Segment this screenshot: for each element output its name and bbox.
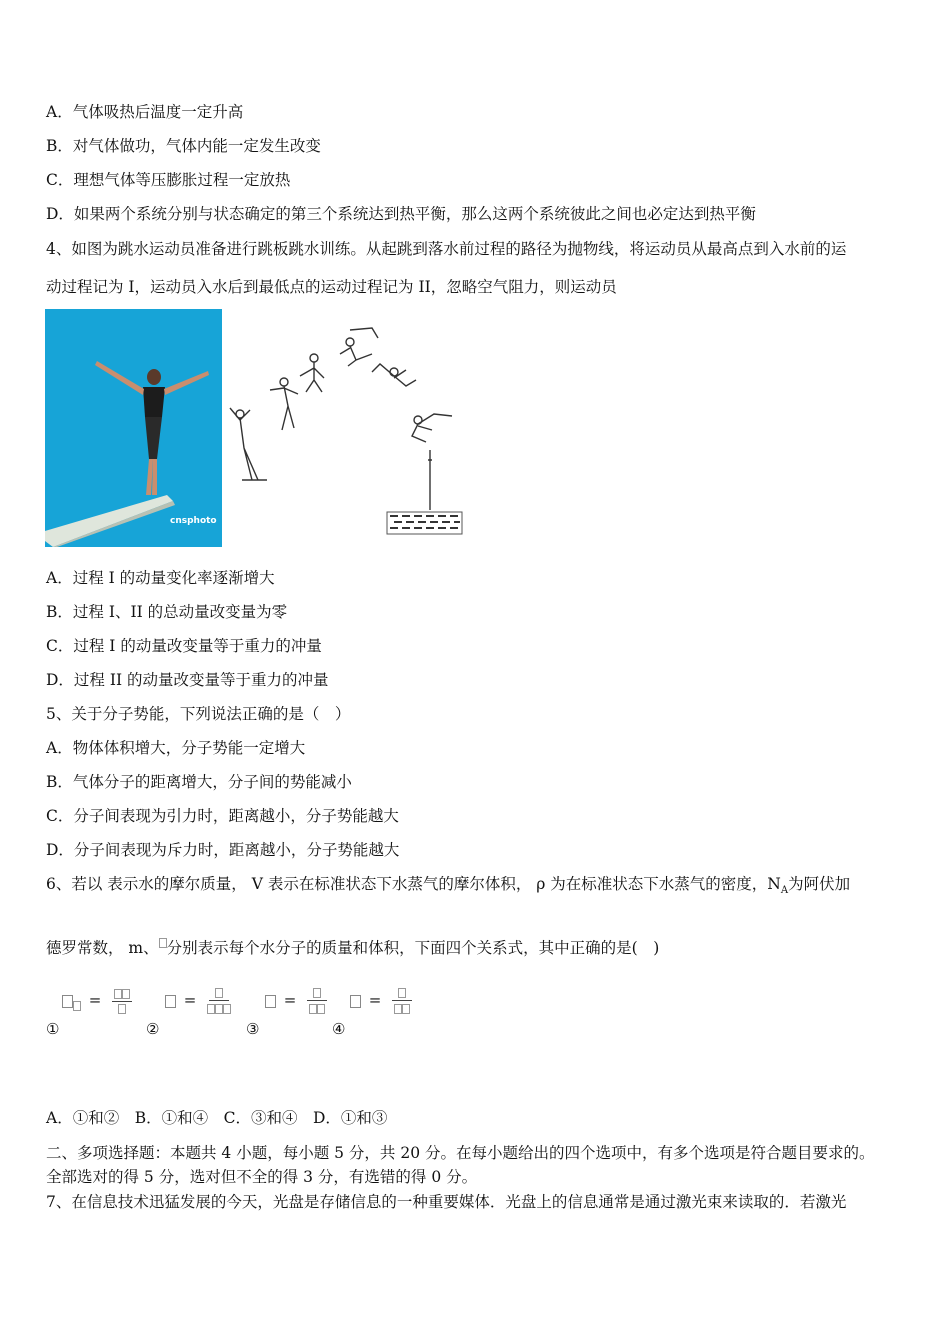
q4-option-a: A．过程 I 的动量变化率逐渐增大 xyxy=(46,569,275,587)
formula-1: = xyxy=(62,988,132,1014)
q4-option-c: C．过程 I 的动量改变量等于重力的冲量 xyxy=(46,637,322,655)
q6-stem-line1 xyxy=(46,874,850,901)
q4-stem-line2: 动过程记为 I，运动员入水后到最低点的运动过程记为 II，忽略空气阻力，则运动员 xyxy=(46,278,617,296)
q6-avogadro-subscript: A xyxy=(780,885,789,897)
circled-3: ③ xyxy=(246,1020,260,1038)
formula-box xyxy=(350,995,361,1008)
q6-answers: A．①和② B．①和④ C．③和④ D．①和③ xyxy=(46,1109,388,1127)
q3-option-d: D．如果两个系统分别与状态确定的第三个系统达到热平衡，那么这两个系统彼此之间也必定达到热平衡 xyxy=(46,205,756,223)
formula-fraction xyxy=(207,988,231,1014)
q3-option-b: B．对气体做功，气体内能一定发生改变 xyxy=(46,137,321,155)
formula-box xyxy=(165,995,176,1008)
q6-stem-line1-a: 6、若以 表示水的摩尔质量， V 表示在标准状态下水蒸气的摩尔体积， ρ 为在标准状态下水蒸气的密度，N xyxy=(46,875,781,893)
circled-4: ④ xyxy=(332,1020,346,1038)
q5-option-d: D．分子间表现为斥力时，距离越小，分子势能越大 xyxy=(46,841,400,859)
circled-1: ① xyxy=(46,1020,60,1038)
formula-box xyxy=(73,1001,81,1011)
dive-sequence-sketch xyxy=(222,320,472,545)
formula-2: = xyxy=(165,988,231,1014)
formula-3: = xyxy=(265,988,327,1014)
formula-fraction xyxy=(307,988,327,1014)
diver-photo-drawing xyxy=(45,309,222,547)
q6-stem-line2-b: 分别表示每个水分子的质量和体积，下面四个关系式，其中正确的是( ) xyxy=(166,939,660,957)
q4-option-b: B．过程 I、II 的总动量改变量为零 xyxy=(46,603,288,621)
q7-stem-line1: 7、在信息技术迅猛发展的今天，光盘是存储信息的一种重要媒体．光盘上的信息通常是通过激光束来读取的．若激光 xyxy=(46,1193,847,1211)
section2-line2: 全部选对的得 5 分，选对但不全的得 3 分，有选错的得 0 分。 xyxy=(46,1168,478,1186)
formula-box xyxy=(62,995,73,1008)
q4-option-d: D．过程 II 的动量改变量等于重力的冲量 xyxy=(46,671,329,689)
formula-fraction xyxy=(392,988,412,1014)
q6-stem-line2-a: 德罗常数， m、 xyxy=(46,939,159,957)
section2-line1: 二、多项选择题：本题共 4 小题，每小题 5 分，共 20 分。在每小题给出的四个选项中，有多个选项是符合题目要求的。 xyxy=(46,1144,875,1162)
q6-stem-line1-b: 为阿伏加 xyxy=(788,875,851,893)
formula-4: = xyxy=(350,988,412,1014)
diver-photo xyxy=(45,309,222,547)
q4-stem-line1: 4、如图为跳水运动员准备进行跳板跳水训练。从起跳到落水前过程的路径为抛物线，将运动员从最高点到入水前的运 xyxy=(46,240,847,258)
formula-box xyxy=(265,995,276,1008)
photo-watermark: cnsphoto xyxy=(170,516,217,526)
formula-fraction xyxy=(112,988,132,1014)
q5-option-c: C．分子间表现为引力时，距离越小，分子势能越大 xyxy=(46,807,399,825)
q5-option-a: A．物体体积增大，分子势能一定增大 xyxy=(46,739,306,757)
missing-symbol-box xyxy=(159,938,167,948)
circled-2: ② xyxy=(146,1020,160,1038)
q5-option-b: B．气体分子的距离增大，分子间的势能减小 xyxy=(46,773,352,791)
q3-option-a: A．气体吸热后温度一定升高 xyxy=(46,103,244,121)
q6-stem-line2 xyxy=(46,938,659,958)
q5-stem: 5、关于分子势能，下列说法正确的是（ ） xyxy=(46,705,351,723)
q3-option-c: C．理想气体等压膨胀过程一定放热 xyxy=(46,171,291,189)
